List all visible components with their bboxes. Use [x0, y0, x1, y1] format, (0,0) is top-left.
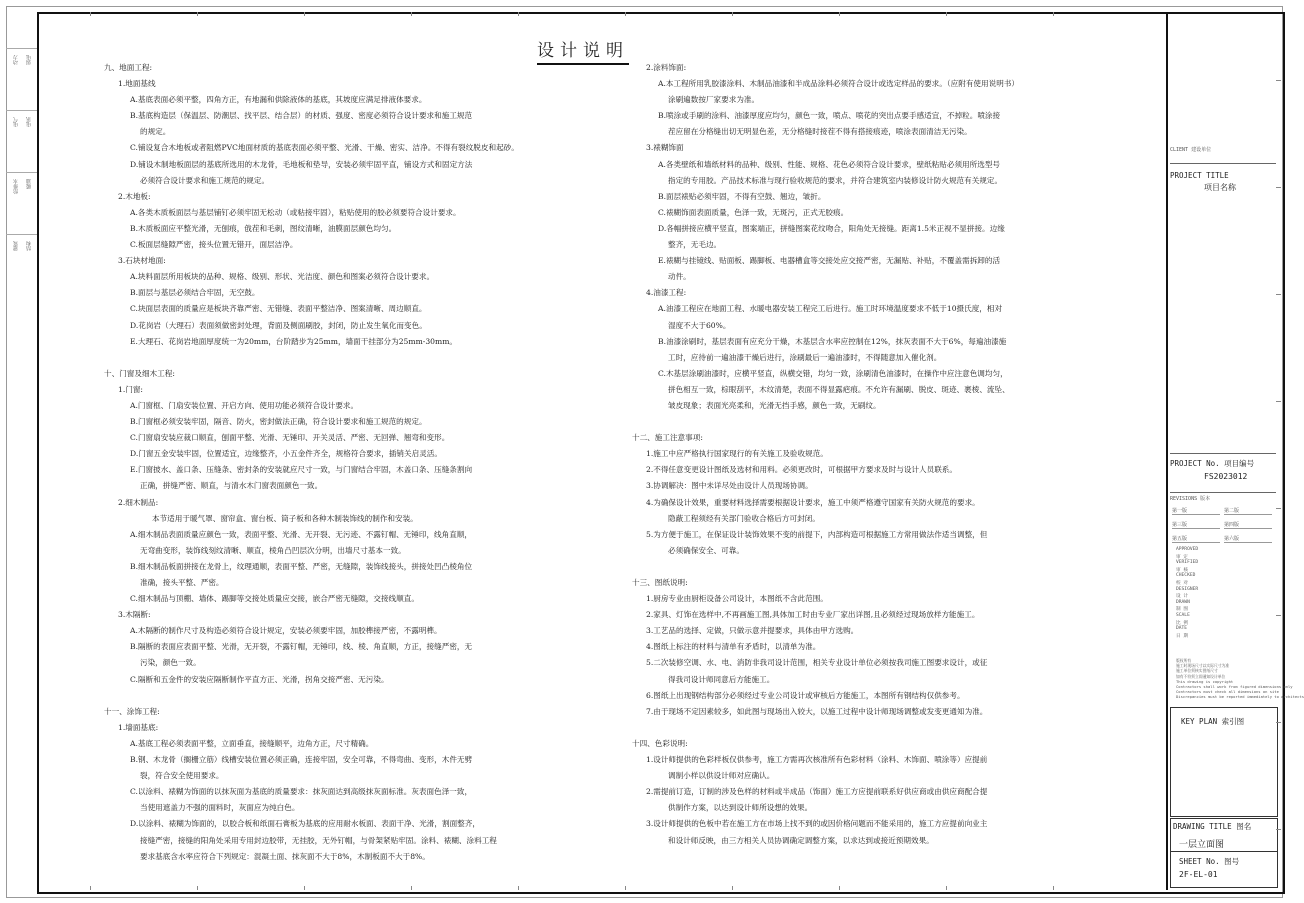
- section-heading: 十三、图纸说明:: [632, 578, 688, 587]
- subsection-heading: 1.设计师提供的色彩样板仅供参考，施工方需再次核准所有色彩材料（涂料、木饰面、喷涂等）应提前: [646, 755, 988, 765]
- note-line: 本节适用于暖气罩、窗帘盒、窗台板、筒子板和各种木制装饰线的制作和安装。: [152, 513, 418, 523]
- frame-tick: [946, 12, 947, 16]
- subsection-heading: 4.油漆工程:: [646, 288, 687, 298]
- discipline-label: 动力: [13, 55, 19, 65]
- discipline-cell: [6, 172, 37, 235]
- note-line: B.面层裱贴必须牢固，不得有空鼓、翘边，皱折。: [658, 191, 826, 201]
- note-line: 湿度不大于60%。: [668, 320, 731, 330]
- section-heading: 九、地面工程:: [104, 63, 153, 72]
- frame-tick: [304, 886, 305, 890]
- note-line: B.钢、木龙骨（搁栅立筋）线槽安装位置必须正确，连接牢固，安全可靠，不得弯曲、变形，木件无劈: [130, 755, 473, 765]
- subsection-heading: 2.需提前订造，订制的涉及色样的材料或半成品（饰面）施工方应提前联系好供应商或由供应商配合提: [646, 787, 988, 797]
- frame-tick: [518, 12, 519, 16]
- key-plan-box: [1170, 707, 1278, 817]
- subsection-heading: 3.石块材地面:: [118, 256, 166, 266]
- note-text: 施工时现场尺寸以实际尺寸为准: [1176, 663, 1230, 669]
- subsection-heading: 3.设计师提供的色板中若在施工方在市场上找不到的或因价格问题而不能采用的，施工方应提前向业主: [646, 819, 988, 829]
- note-line: 的规定。: [140, 127, 171, 137]
- note-line: C.细木制品与顶棚、墙体、踢脚等交接处质量应交接，嵌合严密无缝隙，交接线顺直。: [130, 594, 419, 604]
- note-line: C.隔断和五金件的安装应隔断制作平直方正、光滑，拐角交接严密、无污染。: [130, 674, 389, 684]
- subsection-heading: 3.裱糊饰面: [646, 143, 684, 153]
- note-line: A.基底工程必须表面平整，立面垂直，接缝顺平，边角方正，尺寸精确。: [130, 738, 374, 748]
- frame-tick: [1276, 401, 1281, 402]
- notes-left-column: [104, 60, 599, 865]
- project-no-label: PROJECT No. 项目编号: [1170, 459, 1255, 468]
- frame-tick: [1276, 615, 1281, 616]
- note-line: E.裱糊与挂镜线、贴面板、踢脚板、电器槽盒等交接处应交接严密，无漏贴、补贴，不覆盖需拆卸的活: [658, 256, 1001, 266]
- note-line: 隐蔽工程须经有关部门验收合格后方可封闭。: [668, 513, 820, 523]
- subsection-heading: 1.施工中应严格执行国家现行的有关施工及验收规范。: [646, 449, 828, 459]
- discipline-label: 建筑: [13, 241, 19, 251]
- note-line: C.板面层缝隙严密，接头位置无错开，面层洁净。: [130, 240, 298, 250]
- project-no: FS2023012: [1204, 472, 1248, 481]
- note-line: B.面层与基层必须结合牢固，无空鼓。: [130, 288, 260, 298]
- note-text: 版权所有: [1176, 658, 1192, 663]
- tb-divider: [1170, 453, 1276, 454]
- revision-cell: 第二版: [1224, 507, 1272, 515]
- frame-tick: [839, 886, 840, 890]
- note-line: D.以涂料、裱糊为饰面的，以胶合板和纸面石膏板为基底的应用耐水板面、表面干净、光滑，割面整齐，: [130, 819, 480, 829]
- sheet-no-label: SHEET No. 图号: [1179, 857, 1240, 866]
- note-text: 施工单位须核实图纸尺寸: [1176, 668, 1218, 674]
- discipline-cell: [6, 234, 37, 297]
- subsection-heading: 5.为方便于施工，在保证设计装饰效果不变的前提下，内部构造可根据施工方常用做法作适当调整，但: [646, 529, 988, 539]
- project-title-cn: 项目名称: [1204, 183, 1236, 192]
- note-line: 皱皮现象；表面光亮柔和，光滑无挡手感，颜色一致，无刷纹。: [668, 400, 881, 410]
- note-line: E.大理石、花岗岩地面厚度统一为20mm，台阶踏步为25mm，墙面干挂部分为25mm-30mm。: [130, 336, 457, 346]
- note-line: 得我司设计师同意后方能施工。: [668, 674, 775, 684]
- discipline-label: 电讯: [26, 117, 32, 127]
- frame-tick: [518, 886, 519, 890]
- note-line: 和设计师反映，由三方相关人员协调确定调整方案，以求达到或接近预期效果。: [668, 835, 934, 845]
- note-line: 准确，接头平整、严密。: [140, 578, 224, 587]
- note-line: 工时，应待前一遍油漆干燥后进行，涂刷最后一遍油漆时，不得随意加入催化剂。: [668, 352, 942, 362]
- note-line: C.块面层表面的质量应是板块齐靠严密、无错缝、表面平整洁净、图案清晰、周边顺直。: [130, 304, 427, 314]
- drawing-title-label: DRAWING TITLE 图名: [1173, 822, 1252, 831]
- discipline-strip: [6, 48, 37, 268]
- blank-line: [104, 350, 599, 366]
- discipline-cell: [6, 110, 37, 173]
- blank-line: [632, 720, 1162, 736]
- note-line: A.木隔断的制作尺寸及构造必须符合设计规定，安装必须要牢固，加胶榫接严密，不露明榫。: [130, 626, 442, 636]
- frame-tick: [304, 12, 305, 16]
- note-line: A.油漆工程应在地面工程、水暖电器安装工程完工后进行。施工时环境温度要求不低于10摄氏度，相对: [658, 304, 1003, 314]
- note-line: 正确，拼缝严密、顺直，与清水木门窗表面颜色一致。: [140, 481, 323, 491]
- frame-tick: [732, 12, 733, 16]
- frame-tick: [625, 886, 626, 890]
- frame-tick: [732, 886, 733, 890]
- note-line: A.本工程所用乳胶漆涂料、木制品油漆和半成品涂料必须符合设计或选定样品的要求。（应附有使用说明书）: [658, 79, 1019, 89]
- note-line: C.木基层涂刷油漆时，应横平竖直，纵横交错，均匀一致，涂刷清色油漆时，在操作中应注意色调均匀，: [658, 368, 1008, 378]
- note-line: 裂，符合安全使用要求。: [140, 771, 224, 781]
- role-label: 审 定: [1176, 554, 1188, 560]
- frame-tick: [1053, 886, 1054, 890]
- frame-tick: [90, 12, 91, 16]
- tb-divider: [1170, 492, 1276, 493]
- note-line: 供制作方案，以达到设计师所设想的效果。: [668, 803, 813, 813]
- frame-tick: [1276, 80, 1281, 81]
- note-text: 如有不符须立即通知设计单位: [1176, 673, 1226, 679]
- note-line: D.花岗岩（大理石）表面须做密封处理，背面及侧面刷胶，封闭，防止发生氧化而变色。: [130, 320, 427, 330]
- note-line: C.铺设复合木地板或者阻燃PVC地面材质的基底表面必须平整、光滑、干燥、密实、洁净。不得有裂纹脱皮和起砂。: [130, 143, 519, 153]
- note-line: 要求基底含水率应符合下列规定：混凝土面、抹灰面不大于8%，木制板面不大于8%。: [140, 851, 430, 861]
- role-label: 比 例: [1176, 620, 1188, 626]
- subsection-heading: 2.木地板:: [118, 191, 151, 201]
- note-text: Discrepancies must be reported immediately to architects: [1176, 694, 1304, 700]
- note-line: 当使用遮盖力不强的面料时，灰面应为纯白色。: [140, 803, 300, 813]
- revisions-label: REVISIONS 版本: [1170, 496, 1211, 502]
- note-line: B.基底构造层（保温层、防潮层、找平层、结合层）的材质、强度、密度必须符合设计要求和施工规范: [130, 111, 473, 121]
- subsection-heading: 2.不得任意变更设计图纸及选材和用料。必须更改时，可根据甲方要求及时与设计人员联系。: [646, 465, 957, 475]
- section-heading: 十一、涂饰工程:: [104, 706, 160, 716]
- role-label: VERIFIED: [1176, 560, 1199, 566]
- role-label: 审 核: [1176, 567, 1188, 573]
- note-line: A.基底表面必须平整，四角方正，有地漏和供除液体的基底，其坡度应满足排液体要求。: [130, 95, 427, 105]
- frame-tick: [197, 886, 198, 890]
- revision-cell: 第三版: [1172, 521, 1220, 529]
- drawing-title-box: [1170, 818, 1278, 888]
- subsection-heading: 3.工艺品的选择、定做，只做示意并提要求，具体由甲方选购。: [646, 626, 859, 636]
- discipline-label: 给排水: [13, 179, 19, 194]
- subsection-heading: 2.家具、灯饰在选样中,不再画施工图,具体加工时由专业厂家出详图,且必须经过现场放样方能施工。: [646, 610, 980, 620]
- subsection-heading: 1.墙面基底:: [118, 722, 159, 732]
- note-line: D.铺设木制地板面层的基底所选用的木龙骨，毛地板和垫导，安装必须牢固平直，铺设方式和固定方法: [130, 159, 473, 169]
- subsection-heading: 1.门窗:: [118, 384, 143, 394]
- section-heading: 十四、色彩说明:: [632, 738, 688, 748]
- discipline-label: 电气: [13, 117, 19, 127]
- note-text: Contractors shall work from figured dimensions only: [1176, 684, 1293, 689]
- note-line: 调制小样以供设计师对应确认。: [668, 771, 775, 781]
- client-label: CLIENT 建设单位: [1170, 147, 1212, 153]
- note-text: Contractors must check all dimensions on site: [1176, 689, 1279, 695]
- note-line: 必须符合设计要求和施工规范的规定。: [140, 175, 270, 185]
- page-title: 设计说明: [0, 36, 1166, 61]
- role-label: 校 对: [1176, 581, 1188, 586]
- subsection-heading: 6.图纸上出现钢结构部分必须经过专业公司设计或审核后方能施工，本图所有钢结构仅供参考。: [646, 690, 965, 700]
- frame-tick: [411, 886, 412, 890]
- subsection-heading: 7.由于现场不定因素较多，如此图与现场出入较大，以施工过程中设计师现场调整或发变更通知为准。: [646, 706, 988, 716]
- subsection-heading: 2.涂料饰面:: [646, 63, 687, 72]
- note-line: A.块料面层所用板块的品种、规格、级别、形状、光洁度、颜色和图案必须符合设计要求。: [130, 272, 435, 282]
- note-line: 涂刷遍数按厂家要求为准。: [668, 95, 760, 105]
- note-line: A.细木制品表面质量应颜色一致，表面平整、光滑、无开裂、无污迹、不露钉帽、无锤印，线角直顺，: [130, 529, 473, 539]
- subsection-heading: 4.为确保设计效果，重要材料选择需要根据设计要求，施工中须严格遵守国家有关防火规范的要求。: [646, 497, 980, 507]
- subsection-heading: 3.协调解决：图中未详尽处由设计人员现场协调。: [646, 481, 813, 491]
- blank-line: [104, 688, 599, 704]
- discipline-label: 弱电: [26, 55, 32, 65]
- tb-divider: [1170, 163, 1276, 164]
- frame-tick: [90, 886, 91, 890]
- section-heading: 十二、施工注意事项:: [632, 433, 703, 443]
- blank-line: [632, 414, 1162, 430]
- note-line: C.裱糊饰面表面质量，色泽一致，无斑污，正式无胶痕。: [658, 207, 849, 217]
- tb-divider: [1171, 851, 1277, 852]
- subsection-heading: 4.图纸上标注的材料与清单有矛盾时，以清单为准。: [646, 642, 821, 652]
- note-line: E.门窗披水、盖口条、压缝条、密封条的安装就应尺寸一致，与门窗结合牢固，木盖口条、压缝条割向: [130, 465, 473, 475]
- subsection-heading: 3.木隔断:: [118, 610, 151, 620]
- role-label: DRAWN: [1176, 599, 1190, 605]
- section-heading: 十、门窗及细木工程:: [104, 368, 175, 378]
- role-label: DATE: [1176, 626, 1188, 632]
- note-line: B.细木制品板面拼接在龙骨上，纹理通顺，表面平整、严密，无缝隙，装饰线接头，拼接处凹凸棱角位: [130, 561, 473, 571]
- note-line: A.各类壁纸和墙纸材料的品种、级别、性能、规格、花色必须符合设计要求，壁纸粘贴必须用所选型号: [658, 159, 1001, 169]
- note-line: B.油漆涂刷时，基层表面有应充分干燥，木基层含水率应控制在12%，抹灰表面不大于6%，每遍油漆施: [658, 336, 1007, 346]
- frame-tick: [411, 12, 412, 16]
- note-line: A.门窗框、门扇安装位置、开启方向、使用功能必须符合设计要求。: [130, 400, 359, 410]
- sheet-no: 2F-EL-01: [1179, 870, 1218, 879]
- note-line: 指定的专用胶。产品技术标准与现行验收规范的要求，并符合建筑室内装修设计防火规范有关规定。: [668, 175, 1003, 185]
- subsection-heading: 1.地面基线: [118, 79, 156, 89]
- frame-tick: [1276, 187, 1281, 188]
- note-line: B.门窗框必须安装牢固，隔音、防火，密封做法正确，符合设计要求和施工规范的规定。: [130, 417, 427, 427]
- frame-tick: [197, 12, 198, 16]
- discipline-label: 结构: [26, 241, 32, 251]
- revision-cell: 第六版: [1224, 535, 1272, 543]
- role-label: 设 计: [1176, 594, 1188, 600]
- note-line: 无弯曲变形，装饰线刻纹清晰、顺直，棱角凸凹层次分明，出墙尺寸基本一致。: [140, 545, 406, 555]
- revision-cell: 第一版: [1172, 507, 1220, 515]
- subsection-heading: 2.细木制品:: [118, 497, 159, 507]
- role-label: APPROVED: [1176, 547, 1199, 552]
- note-line: C.以涂料、裱糊为饰面的以抹灰面为基底的质量要求：抹灰面达到高级抹灰面标准。灰表面色泽一致，: [130, 787, 473, 797]
- note-line: 茬应留在分格缝出切无明显色差，无分格缝时接茬不得有搭接痕迹，喷涂表面清洁无污染。: [668, 127, 972, 137]
- note-line: 动件。: [668, 272, 691, 282]
- key-plan-label: KEY PLAN 索引图: [1181, 717, 1245, 726]
- revision-cell: 第五版: [1172, 535, 1220, 543]
- frame-tick: [1053, 12, 1054, 16]
- note-line: A.各类木质板面层与基层铺钉必须牢固无松动（或粘接牢固），粘贴使用的胶必须要符合设计要求。: [130, 207, 461, 217]
- subsection-heading: 5.二次装修空调、水、电、消防非我司设计范围，相关专业设计单位必须按我司施工图要求设计，或征: [646, 658, 988, 668]
- note-line: B.喷涂或手刷的涂料、油漆厚度应均匀，颜色一致，喷点、喷花的突出点要手感适宜，不掉粒。喷涂接: [658, 111, 1001, 121]
- frame-tick: [839, 12, 840, 16]
- role-label: 制 图: [1176, 607, 1188, 613]
- frame-tick: [1276, 829, 1281, 830]
- frame-tick: [625, 12, 626, 16]
- subsection-heading: 1.厨房专业由厨柜设备公司设计，本图纸不含此范围。: [646, 594, 828, 604]
- note-line: D.门窗五金安装牢固，位置适宜，边缘整齐，小五金件齐全，规格符合要求，插销关启灵活。: [130, 449, 442, 459]
- project-title-en: PROJECT TITLE: [1170, 171, 1229, 180]
- note-line: D.各幅拼接应横平竖直，图案端正，拼缝图案花纹吻合，阳角处无接缝。距离1.5米正视不显拼接。边缘: [658, 223, 1005, 233]
- notes-right-column: [632, 60, 1162, 849]
- note-line: 必须确保安全、可靠。: [668, 545, 744, 555]
- frame-tick: [1276, 722, 1281, 723]
- note-line: 拼色相互一致，棕眼刮平，木纹清楚，表面不得显露疤痕。不允许有漏刷、脱皮、斑迹、裹棱、流坠、: [668, 384, 1010, 394]
- note-line: 污染，颜色一致。: [140, 658, 201, 668]
- role-label: CHECKED: [1176, 573, 1196, 579]
- note-line: B.木质板面应平整光滑，无刨痕，戗茬和毛刺，图纹清晰，油膜面层颜色均匀。: [130, 223, 397, 233]
- role-label: 日 期: [1176, 633, 1188, 639]
- note-line: C.门窗扇安装应裁口顺直，刨面平整、光滑、无锤印、开关灵活、严密、无回弹、翘弯和变形。: [130, 433, 450, 443]
- note-line: 接缝严密，接缝的阳角处采用专用封边胶带，无挂胶，无外钉帽，与骨架紧贴牢固。涂料、裱糊、涂料工程: [140, 835, 497, 845]
- frame-tick: [1276, 508, 1281, 509]
- note-text: This drawing is copyright: [1176, 678, 1234, 684]
- role-label: DESIGNER: [1176, 586, 1199, 592]
- note-line: B.隔断的表面应表面平整、光滑，无开裂，不露钉帽，无锤印，线、棱、角直顺，方正，接缝严密，无: [130, 642, 473, 652]
- note-line: 整齐，无毛边。: [668, 240, 722, 250]
- discipline-label: 暖通: [26, 179, 32, 189]
- blank-line: [632, 559, 1162, 575]
- role-label: SCALE: [1176, 613, 1190, 618]
- frame-tick: [946, 886, 947, 890]
- frame-tick: [1276, 294, 1281, 295]
- drawing-title: 一层立面图: [1179, 840, 1225, 850]
- revision-cell: 第四版: [1224, 521, 1272, 529]
